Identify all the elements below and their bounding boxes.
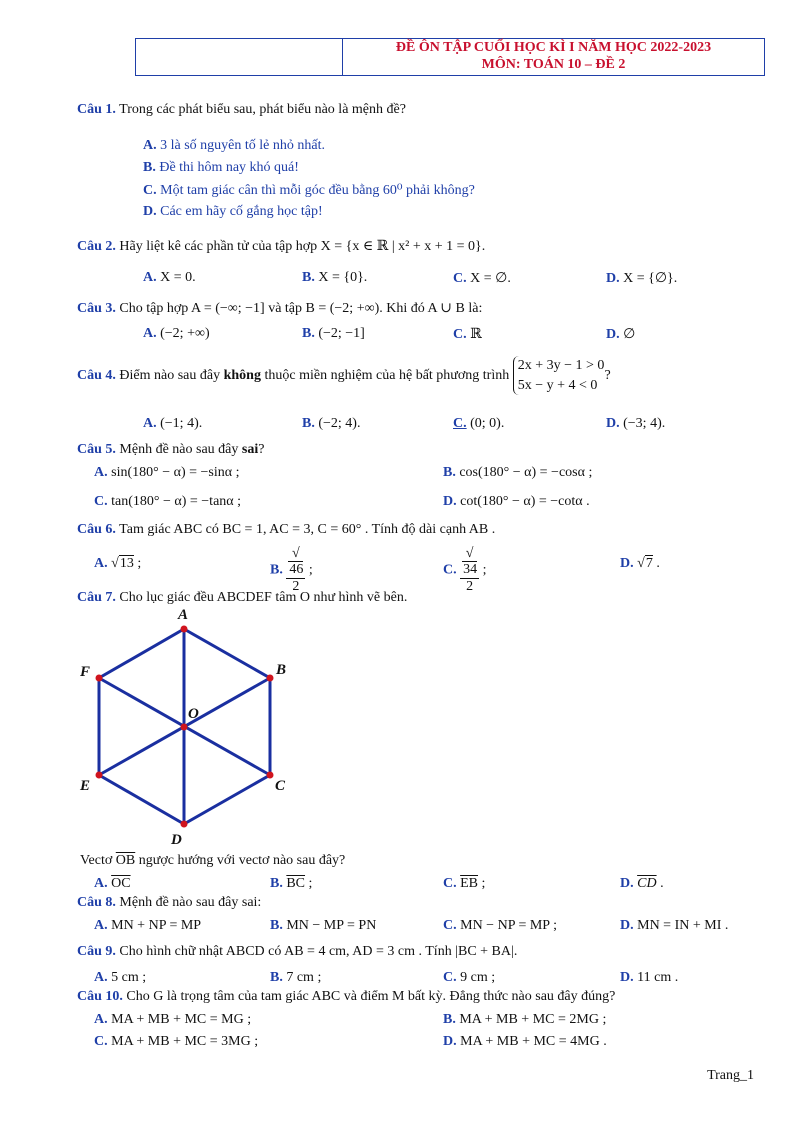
q1-option-d: D. Các em hãy cố gắng học tập! — [143, 204, 323, 219]
q1-option-b: B. Đề thi hôm nay khó quá! — [143, 160, 299, 175]
point-e — [96, 772, 103, 779]
question-3 — [77, 300, 482, 317]
q7-option-d: D. $\overline{CD}$ . — [620, 876, 664, 891]
label-b: B — [276, 662, 287, 678]
q4-option-a: A. (−1; 4). — [143, 416, 203, 431]
question-text: Cho hình chữ nhật ABCD có AB = 4 cm, AD = 3 cm . Tính |BC + BA|. — [119, 944, 518, 959]
q10-option-d: D. MA + MB + MC = 4MG . — [443, 1034, 607, 1049]
exam-title: ĐỀ ÔN TẬP CUỐI HỌC KÌ I NĂM HỌC 2022-2023 — [395, 40, 712, 55]
label-d: D — [171, 832, 182, 848]
q5-option-b: B. cos(180° − α) = −cosα ; — [443, 465, 593, 480]
q3-option-c: C. ℝ — [453, 327, 482, 342]
q9-option-d: D. 11 cm . — [620, 970, 679, 985]
q10-option-b: B. MA + MB + MC = 2MG ; — [443, 1012, 607, 1027]
question-label: Câu 6. — [77, 522, 116, 537]
q9-option-a: A. 5 cm ; — [94, 970, 147, 985]
question-text: Tam giác ABC có BC = 1, AC = 3, C = 60° . Tính độ dài cạnh AB . — [119, 522, 496, 537]
question-text: Trong các phát biểu sau, phát biểu nào là mệnh đề? — [119, 102, 406, 117]
question-10 — [77, 989, 615, 1005]
q3-option-b: B. (−2; −1] — [302, 326, 365, 341]
question-2 — [77, 238, 485, 255]
q2-option-a: A. X = 0. — [143, 270, 196, 285]
question-text: Cho lục giác đều ABCDEF tâm O như hình vẽ bên. — [119, 590, 408, 605]
q6-option-d: D. √7 . — [620, 556, 660, 571]
question-1 — [77, 102, 406, 118]
question-label: Câu 10. — [77, 989, 123, 1004]
question-text: Hãy liệt kê các phần tử của tập hợp X = {x ∈ ℝ | x² + x + 1 = 0}. — [119, 239, 486, 254]
q2-option-c: C. X = ∅. — [453, 271, 511, 286]
q9-option-c: C. 9 cm ; — [443, 970, 496, 985]
q10-option-c: C. MA + MB + MC = 3MG ; — [94, 1034, 259, 1049]
q3-option-a: A. (−2; +∞) — [143, 326, 210, 341]
question-label: Câu 5. — [77, 442, 116, 457]
question-9 — [77, 944, 517, 960]
q5-option-d: D. cot(180° − α) = −cotα . — [443, 494, 590, 509]
point-o — [181, 724, 188, 731]
q5-option-c: C. tan(180° − α) = −tanα ; — [94, 494, 242, 509]
question-text: Cho tập hợp A = (−∞; −1] và tập B = (−2; +∞). Khi đó A ∪ B là: — [119, 301, 483, 316]
header-box — [135, 38, 765, 76]
inequality-system: 2x + 3y − 1 > 0 5x − y + 4 < 0 — [513, 356, 605, 395]
question-label: Câu 8. — [77, 895, 116, 910]
question-text: Cho G là trọng tâm của tam giác ABC và điểm M bất kỳ. Đẳng thức nào sau đây đúng? — [126, 989, 616, 1004]
q1-option-c: C. Một tam giác cân thì mỗi góc đều bằng 60⁰ phải không? — [143, 183, 475, 198]
subject-title: MÔN: TOÁN 10 – ĐỀ 2 — [481, 57, 626, 72]
question-label: Câu 1. — [77, 102, 116, 117]
point-b — [267, 675, 274, 682]
q4-option-c: C. (0; 0). — [453, 416, 505, 431]
q4-option-d: D. (−3; 4). — [606, 416, 666, 431]
label-a: A — [178, 607, 189, 623]
q7-option-c: C. $\overline{EB}$ ; — [443, 876, 486, 891]
q4-option-b: B. (−2; 4). — [302, 416, 361, 431]
q3-option-d: D. ∅ — [606, 327, 636, 342]
label-o: O — [188, 706, 199, 722]
q6-option-a: A. √13 ; — [94, 556, 142, 571]
question-7-subtext: Vectơ $\overline{OB}$ ngược hướng với vectơ nào sau đây? — [80, 853, 346, 868]
page-number: Trang_1 — [707, 1068, 754, 1083]
q8-option-d: D. MN = IN + MI . — [620, 918, 729, 933]
question-label: Câu 4. — [77, 367, 116, 383]
q8-option-b: B. MN − MP = PN — [270, 918, 377, 933]
question-label: Câu 3. — [77, 301, 116, 316]
label-f: F — [80, 664, 91, 680]
q7-option-b: B. $\overline{BC}$ ; — [270, 876, 313, 891]
question-4: Câu 4. Điểm nào sau đây không thuộc miền nghiệm của hệ bất phương trình 2x + 3y − 1 > 0 5x − y + 4 < 0 ? — [77, 356, 611, 395]
hexagon-figure — [70, 600, 310, 850]
label-e: E — [80, 778, 91, 794]
q7-option-a: A. $\overline{OC}$ — [94, 876, 131, 891]
question-6 — [77, 522, 495, 538]
q2-option-d: D. X = {∅}. — [606, 271, 678, 286]
question-8 — [77, 895, 261, 911]
q1-option-a: A. 3 là số nguyên tố lẻ nhỏ nhất. — [143, 138, 325, 153]
question-5: Câu 5. Mệnh đề nào sau đây sai? — [77, 442, 265, 457]
q8-option-c: C. MN − NP = MP ; — [443, 918, 557, 933]
q8-option-a: A. MN + NP = MP — [94, 918, 202, 933]
point-f — [96, 675, 103, 682]
q10-option-a: A. MA + MB + MC = MG ; — [94, 1012, 252, 1027]
q6-option-b: B. √ 46 2 ; — [270, 546, 313, 594]
question-label: Câu 9. — [77, 944, 116, 959]
point-c — [267, 772, 274, 779]
q2-option-b: B. X = {0}. — [302, 270, 368, 285]
q9-option-b: B. 7 cm ; — [270, 970, 322, 985]
question-text: Mệnh đề nào sau đây sai: — [119, 895, 262, 910]
q6-option-c: C. √ 34 2 ; — [443, 546, 487, 594]
label-c: C — [275, 778, 286, 794]
q5-option-a: A. sin(180° − α) = −sinα ; — [94, 465, 240, 480]
point-a — [181, 626, 188, 633]
point-d — [181, 821, 188, 828]
question-label: Câu 7. — [77, 590, 116, 605]
question-label: Câu 2. — [77, 239, 116, 254]
